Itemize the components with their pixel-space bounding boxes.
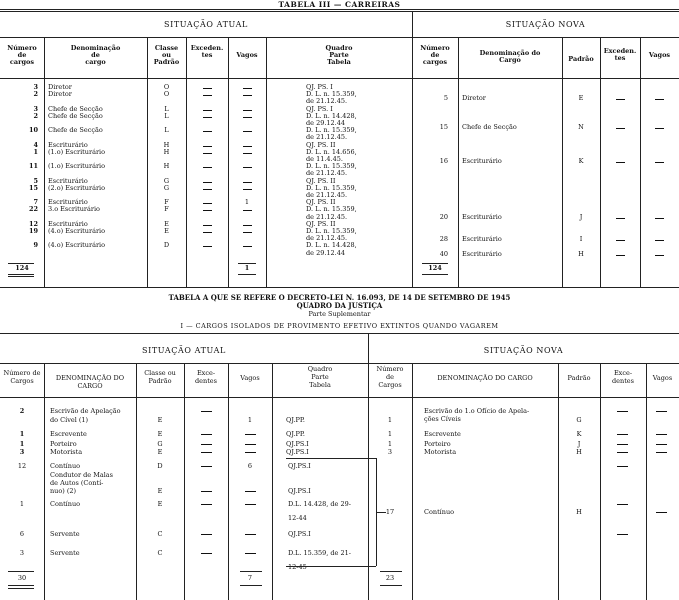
t1-cell-numero: 19	[28, 227, 38, 235]
t1-cell-excedentes-dash	[203, 153, 212, 154]
t1-cell-quadro: QJ. PS. I	[306, 83, 333, 91]
t1-cell-quadro: QJ. PS. II	[306, 198, 336, 207]
t2-h-padrao-nova: Padrão	[567, 374, 591, 382]
t2-h-excedentes: Exce- dentes	[195, 369, 217, 385]
t1-col-line	[147, 37, 148, 287]
t2-nova-numero: 3	[387, 448, 393, 456]
t1-cell-excedentes-dash	[203, 110, 212, 111]
t1-nova-numero: 40	[439, 250, 448, 258]
t1-cell-vagos-dash	[243, 182, 252, 183]
t2-cell-numero: 1	[19, 430, 25, 438]
t1-cell-quadro: D. L. n. 15.359,	[306, 183, 357, 192]
t1-h-excedentes: Exceden. tes	[190, 44, 224, 59]
t1-cell-vagos-dash	[243, 189, 252, 190]
t1-cell-classe: H	[163, 162, 170, 171]
t2-col-line	[646, 363, 647, 600]
t2-cell-denominacao: de Autos (Contí-	[50, 479, 104, 487]
t2-cell-quadro: QJ.PS.I	[286, 448, 309, 456]
top-rule-2	[0, 11, 679, 12]
t2-grouped-den: Contínuo	[424, 508, 455, 516]
t1-cell-vagos-dash	[243, 131, 252, 132]
t1-nova-excedentes-dash	[616, 255, 625, 256]
t1-total-rule	[238, 263, 256, 264]
t1-cell-quadro: D. L. n. 15.359,	[306, 205, 357, 214]
t1-cell-quadro: de 29.12.44	[306, 248, 346, 257]
t2-nova-denominacao: Escrivão do 1.o Ofício de Apela-	[424, 407, 530, 415]
t2-total-rule	[8, 571, 34, 572]
t1-nova-numero: 20	[439, 213, 448, 221]
t1-cell-denominacao: Escriturário	[48, 219, 88, 228]
t1-col-line	[600, 37, 601, 287]
t2-cell-quadro: 12-44	[288, 514, 307, 522]
t2-cell-denominacao: Porteiro	[50, 440, 77, 448]
t2-cell-numero: 1	[19, 500, 25, 508]
t2-top-rule	[0, 333, 679, 334]
t1-nova-numero: 15	[439, 123, 448, 131]
t2-nova-vagos-dash	[656, 444, 667, 445]
t1-cell-classe: H	[163, 147, 170, 156]
t2-situacao-nova: SITUAÇÃO NOVA	[483, 346, 564, 355]
t1-total-rule	[8, 276, 34, 277]
t2-total-atual: 30	[17, 574, 27, 582]
t1-cell-classe: O	[163, 90, 170, 99]
t2-cell-quadro: 12-45	[288, 563, 307, 571]
t1-cell-denominacao: (1.o) Escriturário	[48, 162, 106, 171]
t1-nova-denominacao: Escriturário	[462, 250, 502, 258]
t1-cell-excedentes-dash	[203, 88, 212, 89]
t2-col-line	[600, 363, 601, 600]
t2-total-rule	[380, 571, 402, 572]
t1-cell-denominacao: Chefe de Secção	[48, 111, 103, 120]
t1-cell-quadro: D. L. n. 14.428,	[306, 111, 357, 120]
t1-cell-quadro: QJ. PS. II	[306, 140, 336, 149]
t2-cell-quadro: D.L. 15.359, de 21-	[288, 549, 351, 557]
t1-cell-vagos-dash	[243, 146, 252, 147]
t2-cell-excedentes-dash	[201, 466, 212, 467]
t2-nova-numero: 1	[387, 440, 393, 448]
t1-cell-numero: 2	[33, 111, 38, 120]
t2-nova-denominacao: Porteiro	[424, 440, 451, 448]
t2-nova-excedentes-dash	[617, 444, 628, 445]
t1-nova-excedentes-dash	[616, 162, 625, 163]
t2-cell-numero: 6	[19, 530, 25, 538]
t1-nova-denominacao: Diretor	[462, 94, 486, 102]
t1-cell-quadro: de 21.12.45.	[306, 191, 348, 199]
t2-cell-quadro: QJ.PS.I	[286, 440, 309, 448]
t1-col-line	[458, 37, 459, 287]
t1-cell-excedentes-dash	[203, 95, 212, 96]
t1-h-denominacao-nova: Denominação do Cargo	[479, 49, 541, 64]
t2-h-excedentes-nova: Exce- dentes	[612, 369, 634, 385]
t1-cell-excedentes-dash	[203, 203, 212, 204]
t1-cell-vagos-dash	[243, 167, 252, 168]
t2-h-numero: Número de Cargos	[3, 369, 41, 385]
t1-cell-numero: 10	[28, 126, 38, 135]
t1-cell-vagos: 1	[244, 198, 250, 207]
t1-cell-quadro: de 21.12.45.	[306, 133, 348, 142]
t1-cell-vagos-dash	[243, 95, 252, 96]
t2-nova-vagos-dash	[656, 434, 667, 435]
t2-cell-vagos-dash	[245, 434, 256, 435]
t1-cell-excedentes-dash	[203, 232, 212, 233]
t2-nova-padrao: G	[576, 416, 582, 424]
t1-cell-denominacao: Escriturário	[48, 198, 88, 207]
t2-cell-classe: C	[157, 549, 163, 557]
t2-col-line	[228, 363, 229, 600]
t2-cell-numero: 2	[19, 407, 25, 415]
t2-cell-quadro: QJ.PS.I	[288, 530, 311, 538]
t1-cell-numero: 15	[28, 183, 38, 192]
t1-cell-numero: 4	[33, 140, 38, 149]
t2-cell-classe: E	[157, 448, 163, 456]
t1-rule-1	[0, 37, 679, 38]
t1-cell-classe: G	[163, 183, 170, 192]
t2-cell-excedentes-dash	[201, 411, 212, 412]
t2-cell-excedentes-dash	[201, 491, 212, 492]
t1-cell-vagos-dash	[243, 153, 252, 154]
t1-cell-classe: L	[164, 104, 169, 113]
t1-nova-vagos-dash	[655, 255, 664, 256]
t1-cell-vagos-dash	[243, 246, 252, 247]
t1-h-numero-nova: Número de cargos	[420, 44, 450, 66]
t1-cell-classe: G	[163, 176, 170, 185]
t1-total-rule	[8, 274, 34, 275]
t2-total-rule	[8, 585, 34, 586]
t1-cell-quadro: D. L. n. 14.428,	[306, 241, 357, 250]
t2-h-denominacao: DENOMINAÇÃO DO CARGO	[55, 374, 125, 390]
t2-col-line	[44, 363, 45, 600]
t2-col-line	[412, 363, 413, 600]
t1-cell-excedentes-dash	[203, 117, 212, 118]
t1-h-denominacao: Denominação de cargo	[70, 44, 121, 66]
t2-cell-excedentes-dash	[201, 534, 212, 535]
t2-grouped-pad: H	[576, 508, 582, 516]
t1-cell-denominacao: (1.o) Escriturário	[48, 147, 106, 156]
t1-cell-excedentes-dash	[203, 131, 212, 132]
t1-nova-padrao: J	[579, 213, 583, 221]
t1-cell-denominacao: Diretor	[48, 90, 72, 99]
caption-line1: TABELA A QUE SE REFERE O DECRETO-LEI N. 16.093, DE 14 DE SETEMBRO DE 1945	[168, 293, 511, 302]
t1-nova-excedentes-dash	[616, 240, 625, 241]
t1-cell-denominacao: 3.o Escriturário	[48, 205, 100, 214]
t2-total-rule	[240, 571, 262, 572]
t2-cell-denominacao: Escrivão de Apelação	[50, 407, 121, 415]
t2-cell-denominacao: Condutor de Malas	[50, 471, 114, 479]
t2-cell-denominacao: Servente	[50, 549, 80, 557]
t2-cell-excedentes-dash	[201, 452, 212, 453]
t1-cell-excedentes-dash	[203, 189, 212, 190]
t2-cell-classe: E	[157, 500, 163, 508]
t1-cell-numero: 5	[33, 176, 38, 185]
t2-cell-quadro: QJ.PS.I	[288, 487, 311, 495]
t1-cell-numero: 12	[28, 219, 38, 228]
t2-nova-denominacao: Motorista	[424, 448, 457, 456]
t1-nova-vagos-dash	[655, 99, 664, 100]
t1-nova-denominacao: Escriturário	[462, 213, 502, 221]
t1-bottom-rule	[0, 287, 679, 288]
t2-cell-numero: 12	[17, 462, 27, 470]
t1-cell-classe: F	[164, 205, 169, 214]
t2-cell-classe: E	[157, 487, 163, 495]
t2-nova-numero: 1	[387, 430, 393, 438]
t2-cell-quadro: QJ.PP.	[286, 430, 305, 438]
t2-cell-vagos-dash	[245, 491, 256, 492]
t2-cell-excedentes-dash	[201, 553, 212, 554]
t1-h-classe: Classe ou Padrão	[153, 44, 180, 66]
t2-cell-vagos: 6	[247, 462, 253, 470]
t1-cell-denominacao: Escriturário	[48, 140, 88, 149]
t1-cell-vagos-dash	[243, 210, 252, 211]
t2-group-bracket-top	[286, 458, 376, 459]
t2-h-numero-nova: Número de Cargos	[376, 365, 404, 389]
t1-total-rule	[422, 263, 448, 264]
t1-h-vagos: Vagos	[236, 51, 258, 59]
t2-col-line	[272, 363, 273, 600]
t1-nova-excedentes-dash	[616, 218, 625, 219]
t2-nova-excedentes-dash	[617, 452, 628, 453]
t1-cell-denominacao: (4.o) Escriturário	[48, 241, 106, 250]
t1-cell-numero: 9	[33, 241, 38, 250]
t1-nova-numero: 5	[443, 94, 448, 102]
t2-cell-classe: D	[157, 462, 163, 470]
t1-cell-denominacao: Chefe de Secção	[48, 104, 103, 113]
t1-cell-numero: 11	[28, 162, 38, 171]
table3-title: TABELA III — CARREIRAS	[278, 0, 401, 9]
t2-cell-quadro: D.L. 14.428, de 29-	[288, 500, 351, 508]
t1-cell-classe: D	[163, 241, 170, 250]
t1-col-line	[266, 37, 267, 287]
t2-cell-numero: 3	[19, 549, 25, 557]
t2-nova-padrao: J	[577, 440, 581, 448]
t1-nova-denominacao: Escriturário	[462, 157, 502, 165]
t2-cell-classe: E	[157, 416, 163, 424]
t1-nova-vagos-dash	[655, 128, 664, 129]
t2-cell-denominacao: nuo) (2)	[50, 487, 77, 495]
t1-nova-denominacao: Escriturário	[462, 235, 502, 243]
t1-cell-quadro: D. L. n. 15.359,	[306, 162, 357, 171]
t1-cell-excedentes-dash	[203, 182, 212, 183]
t2-h-vagos: Vagos	[240, 374, 260, 382]
t1-cell-numero: 22	[28, 205, 38, 214]
t1-h-padrao-nova: Padrão	[568, 55, 594, 63]
t1-cell-numero: 7	[33, 198, 38, 207]
t1-cell-vagos-dash	[243, 225, 252, 226]
t1-nova-padrao: K	[578, 157, 584, 165]
t1-cell-quadro: QJ. PS. II	[306, 219, 336, 228]
t2-cell-excedentes-dash	[201, 434, 212, 435]
t1-nova-vagos-dash	[655, 240, 664, 241]
t2-cell-denominacao: Escrevente	[50, 430, 87, 438]
t2-group-bracket-bottom	[286, 566, 376, 567]
t2-nova-padrao: H	[576, 448, 582, 456]
t1-nova-padrao: I	[579, 235, 583, 243]
t1-cell-numero: 3	[33, 83, 38, 91]
t1-cell-vagos-dash	[243, 88, 252, 89]
t1-cell-quadro: de 21.12.45.	[306, 97, 348, 106]
t2-nova-numero: 1	[387, 416, 393, 424]
t1-cell-quadro: de 11.4.45.	[306, 155, 343, 163]
t2-cell-denominacao: Motorista	[50, 448, 83, 456]
t1-cell-quadro: de 21.12.45.	[306, 169, 348, 178]
t2-h-quadro: Quadro Parte Tabela	[307, 365, 333, 389]
t1-total-rule	[422, 274, 448, 275]
t1-nova-padrao: H	[578, 250, 584, 258]
t1-cell-classe: E	[164, 219, 169, 228]
t2-cell-denominacao: Contínuo	[50, 462, 81, 470]
t2-col-line	[136, 363, 137, 600]
t1-cell-denominacao: Diretor	[48, 83, 72, 91]
t1-h-numero: Número de cargos	[7, 44, 37, 66]
t2-col-line	[558, 363, 559, 600]
t1-nova-numero: 28	[439, 235, 448, 243]
t1-cell-classe: H	[163, 140, 170, 149]
t2-nova-excedentes-dash	[617, 534, 628, 535]
t1-nova-numero: 16	[439, 157, 448, 165]
t2-nova-excedentes-dash	[617, 411, 628, 412]
t1-col-line	[44, 37, 45, 287]
t1-nova-padrao: E	[578, 94, 584, 102]
t2-cell-quadro: QJ.PS.I	[288, 462, 311, 470]
t2-h-classe: Classe ou Padrão	[144, 369, 176, 385]
t1-nova-denominacao: Chefe de Secção	[462, 123, 517, 131]
t1-col-line	[640, 37, 641, 287]
t2-nova-vagos-dash	[656, 512, 667, 513]
t1-cell-quadro: QJ. PS. II	[306, 176, 336, 185]
t1-h-excedentes-nova: Exceden. tes	[603, 47, 637, 62]
t2-cell-excedentes-dash	[201, 444, 212, 445]
t2-nova-excedentes-dash	[617, 466, 628, 467]
caption-line2: QUADRO DA JUSTIÇA	[296, 301, 383, 310]
t2-cell-excedentes-dash	[201, 504, 212, 505]
t2-cell-vagos-dash	[245, 504, 256, 505]
t2-cell-denominacao: Contínuo	[50, 500, 81, 508]
t2-cell-vagos-dash	[245, 444, 256, 445]
t2-cell-classe: C	[157, 530, 163, 538]
t1-cell-quadro: de 21.12.45.	[306, 212, 348, 221]
t1-rule-2	[0, 78, 679, 79]
t1-cell-quadro: D. L. n. 15.359,	[306, 90, 357, 99]
t2-total-rule	[8, 588, 34, 589]
t2-title: I — CARGOS ISOLADOS DE PROVIMENTO EFETIVO EXTINTOS QUANDO VAGAREM	[180, 322, 499, 330]
t1-cell-quadro: D. L. n. 15.359,	[306, 227, 357, 235]
t1-situacao-nova: SITUAÇÃO NOVA	[505, 20, 586, 29]
t1-cell-classe: E	[164, 227, 169, 235]
t2-nova-excedentes-dash	[617, 504, 628, 505]
t2-h-vagos-nova: Vagos	[652, 374, 673, 382]
t2-col-line	[184, 363, 185, 600]
t2-cell-denominacao: do Cível (1)	[50, 416, 89, 424]
t1-cell-excedentes-dash	[203, 225, 212, 226]
t2-cell-numero: 1	[19, 440, 25, 448]
t1-nova-excedentes-dash	[616, 128, 625, 129]
t1-cell-excedentes-dash	[203, 210, 212, 211]
t1-nova-vagos-dash	[655, 162, 664, 163]
t1-cell-classe: L	[164, 126, 169, 135]
t1-total-vagos: 1	[244, 264, 250, 272]
t1-cell-vagos-dash	[243, 110, 252, 111]
t2-nova-denominacao: ções Cíveis	[424, 415, 461, 423]
t2-cell-numero: 3	[19, 448, 25, 456]
t2-cell-vagos-dash	[245, 553, 256, 554]
t1-nova-excedentes-dash	[616, 99, 625, 100]
t2-cell-classe: G	[157, 440, 163, 448]
t1-h-quadro: Quadro Parte Tabela	[325, 44, 353, 66]
t2-rule-2	[0, 397, 679, 398]
t2-total-nova: 23	[385, 574, 395, 582]
t2-nova-vagos-dash	[656, 452, 667, 453]
t1-total-nova: 124	[428, 264, 442, 272]
t1-cell-excedentes-dash	[203, 167, 212, 168]
t1-cell-vagos-dash	[243, 117, 252, 118]
t2-total-vagos: 7	[247, 574, 253, 582]
t1-cell-denominacao: (2.o) Escriturário	[48, 183, 106, 192]
t1-cell-denominacao: Escriturário	[48, 176, 88, 185]
t1-cell-quadro: D. L. n. 14.656,	[306, 147, 357, 156]
t1-cell-excedentes-dash	[203, 246, 212, 247]
t1-cell-excedentes-dash	[203, 146, 212, 147]
t1-cell-quadro: de 21.12.45.	[306, 234, 348, 243]
t2-cell-quadro: QJ.PP.	[286, 416, 305, 424]
t1-cell-classe: L	[164, 111, 169, 120]
t1-cell-classe: O	[163, 83, 170, 91]
t2-rule-1	[0, 363, 679, 364]
t2-cell-classe: E	[157, 430, 163, 438]
t1-cell-quadro: de 29.12.44	[306, 119, 346, 127]
t1-cell-quadro: QJ. PS. I	[306, 104, 333, 113]
t1-total-rule	[238, 274, 256, 275]
t1-cell-numero: 2	[33, 90, 38, 99]
t1-cell-vagos-dash	[243, 232, 252, 233]
t2-total-rule	[380, 585, 402, 586]
t1-cell-numero: 3	[33, 104, 38, 113]
t2-nova-vagos-dash	[656, 411, 667, 412]
t2-total-rule	[240, 585, 262, 586]
t1-cell-denominacao: Chefe de Secção	[48, 126, 103, 135]
t2-cell-denominacao: Servente	[50, 530, 80, 538]
t1-cell-classe: F	[164, 198, 169, 207]
caption-line3: Parte Suplementar	[308, 310, 371, 318]
t2-grouped-num: 17	[385, 508, 395, 516]
t2-nova-padrao: K	[576, 430, 582, 438]
t2-h-denominacao-nova: DENOMINAÇÃO DO CARGO	[437, 374, 533, 382]
t1-nova-vagos-dash	[655, 218, 664, 219]
t1-situacao-atual: SITUAÇÃO ATUAL	[164, 20, 248, 29]
t2-nova-denominacao: Escrevente	[424, 430, 461, 438]
t1-cell-numero: 1	[33, 147, 38, 156]
t1-col-line	[228, 37, 229, 287]
t2-cell-vagos-dash	[245, 534, 256, 535]
t2-cell-vagos-dash	[245, 452, 256, 453]
t1-cell-denominacao: (4.o) Escriturário	[48, 227, 106, 235]
t2-situacao-atual: SITUAÇÃO ATUAL	[142, 346, 226, 355]
t2-cell-vagos: 1	[247, 416, 253, 424]
t1-cell-quadro: D. L. n. 15.359,	[306, 126, 357, 135]
t1-h-vagos-nova: Vagos	[648, 51, 671, 59]
t1-nova-padrao: N	[578, 123, 584, 131]
t1-total-atual: 124	[15, 264, 29, 272]
t2-nova-excedentes-dash	[617, 434, 628, 435]
t1-col-line	[186, 37, 187, 287]
